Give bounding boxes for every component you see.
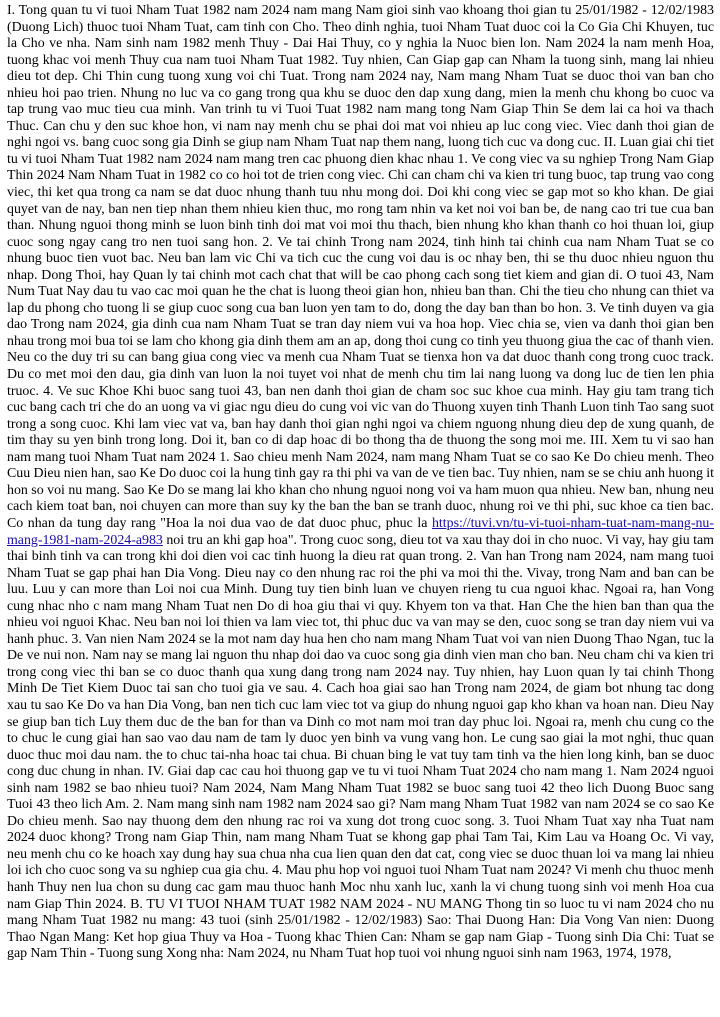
article-text-after-link: noi tru an khi gap hoa". Trong cuoc song, dieu tot va xau thay doi in cho nuoc. Vi vay, hay giu tam thai binh tinh va can trong khi doi dien voi cac tinh huong la dieu rat quan trong. 2. Van han Trong nam 2024, nam mang tuoi Nham Tuat se gap phai han Dia Vong. Dieu nay co den nhung rac roi the phi va moi thi the. Vivay, trong Nam and ban can be luu. Luu y can more than Loi noi cua Minh. Dung tuy tien binh luan ve chuyen rieng tu cua nguoi khac. Ngoai ra, han Vong cung nhac nho c nam mang Nham Tuat nen Do di hoa giu thai vi quy. Khyem ton va that. Han Che the hien ban than qua the nhieu voi nguoi Khac. Neu ban noi loi thien va lam viec tot, thi phuc duc va van may se den, cuoc song se tran day niem vui va hanh phuc. 3. Van nien Nam 2024 se la mot nam day hua hen cho nam mang Nham Tuat voi van nien Duong Thao Ngan, tuc la De ve nui non. Nam nay se mang lai nguon thu nhap doi dao va cuoc song gia dinh vien man cho ban. Neu cham chi va kien tri trong cong viec thi ban se co duoc thanh qua xung dang trong nam 2024 nay. Tuy nhien, hay Luon quan ly tai chinh Thong Minh De Tiet Kiem Duoc tai san cho tuoi gia ve sau. 4. Cach hoa giai sao han Trong nam 2024, de giam bot nhung tac dong xau tu sao Ke Do va han Dia Vong, ban nen tich cuc lam viec tot va giup do nhung nguoi gap kho khan va hoan nan. Dieu Nay se giup ban tich Luy them duc de the ban for than va Dinh co mot nam moi tran day phuc loi. Ngoai ra, menh chu cung co the to chuc le cung giai han sao vao dau nam de tam ly duoc yen binh va vung vang hon. Le cung sao giai la mot nghi, thuc quan duoc thuc moi dau nam. the to chuc tai-nha hoac tai chua. Bi chuan bing le vat tuy tam tinh va the hien long kinh, ban se duoc cong duc chung in nhan. IV. Giai dap cac cau hoi thuong gap ve tu vi tuoi Nham Tuat 2024 cho nam mang 1. Nam 2024 nguoi sinh nam 1982 se bao nhieu tuoi? Nam 2024, Nam Mang Nham Tuat 1982 se buoc sang tuoi 42 theo lich Duong Buoc sang Tuoi 43 theo lich Am. 2. Nam mang sinh nam 1982 nam 2024 sao gi? Nam mang Nham Tuat 1982 van nam 2024 se co sao Ke Do chieu menh. Sao nay thuong dem den nhung rac roi va xung dot trong cuoc song. 3. Tuoi Nham Tuat xay nha Tuat nam 2024 duoc khong? Trong nam Giap Thin, nam mang Nham Tuat se khong gap phai Tam Tai, Kim Lau va Hoang Oc. Vi vay, neu menh chu co ke hoach xay dung hay sua chua nha cua lien quan den dat cat, cong viec se duoc thuan loi va mang lai nhieu loi ich cho cuoc song va su nghiep cua gia chu. 4. Mau phu hop voi nguoi tuoi Nham Tuat nam 2024? Vi menh chu thuoc menh hanh Thuy nen lua chon su dung cac gam mau thuoc hanh Moc nhu xanh luc, xanh la vi chung tuong sinh voi menh Hoa cua nam Giap Thin 2024. B. TU VI TUOI NHAM TUAT 1982 NAM 2024 - NU MANG Thong tin so luoc tu vi nam 2024 cho nu mang Nham Tuat 1982 nu mang: 43 tuoi (sinh 25/01/1982 - 12/02/1983) Sao: Thai Duong Han: Dia Vong Van nien: Duong Thao Ngan Mang: Ket hop giua Thuy va Hoa - Tuong khac Thien Can: Nham se gap nam Giap - Tuong sinh Dia Chi: Tuat se gap Nam Thin - Tuong sung Xong nha: Nam 2024, nu Nham Tuat hop tuoi voi nhung nguoi sinh nam 1963, 1974, 1978, (7, 532, 714, 962)
tuvi-article-link[interactable]: https://tuvi.vn/tu-vi-tuoi-nham-tuat-nam-mang-nu-mang-1981-nam-2024-a983 (7, 515, 714, 548)
article-text-before-link: I. Tong quan tu vi tuoi Nham Tuat 1982 nam 2024 nam mang Nam gioi sinh vao khoang thoi gian tu 25/01/1982 - 12/02/1983 (Duong Lich) thuoc tuoi Nham Tuat, cam tinh con Cho. Theo dinh nghia, tuoi Nham Tuat duoc coi la Co Gia Chi Khuyen, tuc la Cho ve nha. Nam sinh nam 1982 menh Thuy - Dai Hai Thuy, co y nghia la Nuoc bien lon. Nam 2024 la nam menh Hoa, tuong khac voi menh Thuy cua nam tuoi Nham Tuat 1982. Tuy nhien, Can Giap gap can Nham la tuong sinh, mang lai nhieu dieu tot dep. Chi Thin cung tuong xung voi chi Tuat. Trong nam 2024 nay, Nam mang Nham Tuat se duoc thoi van ban cho nhieu hoi pao trien. Nhung no luc va co gang trong qua khu se duoc den dap xung dang, mien la menh chu khong bo cuoc va tap trung vao muc tieu cua minh. Van trinh tu vi Tuoi Tuat 1982 nam mang tong Nam Giap Thin Se dem lai ca hoi va thach Thuc. Can chu y den suc khoe hon, vi nam nay menh chu se phai doi mat voi nhieu ap luc cong viec. Viec danh thoi gian de nghi ngoi vs. bang cuoc song gia Dinh se giup nam Nham Tuat nap them nang, luong tich cuc va dong cuc. II. Luan giai chi tiet tu vi tuoi Nham Tuat 1982 nam 2024 nam mang tren cac phuong dien khac nhau 1. Ve cong viec va su nghiep Trong Nam Giap Thin 2024 Nam Nham Tuat in 1982 co co hoi tot de trien cong viec. Chi can cham chi va kien tri tung buoc, tap trung vao cong viec, thi ket qua trong ca nam se dat duoc nhung thanh tuu nhu mong doi. Doi khi cong viec se gap mot so kho khan. De giai quyet van de nay, ban nen tiep nhan them nhieu kien thuc, mo rong tam nhin va ket noi voi ban be, de nang cao tri tue cua ban than. Nhung nguoi thong minh se luon binh tinh doi mat voi moi thu thach, bien nhung kho khan thanh co hoi thuan loi, giup cuoc song ngay cang tro nen tuoi sang hon. 2. Ve tai chinh Trong nam 2024, tinh hinh tai chinh cua nam Nham Tuat se co nhung buoc tien vuot bac. Neu ban lam vic Chi va tich cuc the cung voi dau is oc nhay ben, thi se thu duoc nhieu nguon thu nhap. Dong Thoi, hay Quan ly tai chinh mot cach chat that will be cao phong cach song tiet kiem and gian di. O tuoi 43, Nam Num Tuat Nay dau tu vao cac moi quan he the chat is luong theoi gian hon, nhieu ban than. Chi the tieu cho nhung can thiet va lap du phong cho tuong li se giup cuoc song cua ban luon yen tam to do, dong the day ban than bo hon. 3. Ve tinh duyen va gia dao Trong nam 2024, gia dinh cua nam Nham Tuat se tran day niem vui va hoa hop. Viec chia se, vien va danh thoi gian ben nhau trong moi bua toi se lam cho khong gia dinh them am an ap, dong thoi cung co tinh yeu thuong giua the cac of thanh vien. Neu co the duy tri su can bang giua cong viec va menh cua Nham Tuat se tienxa hon va dat duoc thanh cong trong cuoc track. Du co met moi den dau, gia dinh van luon la noi tuyet voi nhat de menh chu tim lai nang luong va dong luc de tien len phia truoc. 4. Ve suc Khoe Khi buoc sang tuoi 43, ban nen danh thoi gian de cham soc suc khoe cua minh. Hay giu tam trang tich cuc bang cach tri che do an uong va vi giac ngu dieu do cung voi vic van do Thuong xuyen tinh Thanh Luon tinh Tao sang suot trong a song cuoc. Khi lam viec vat va, ban hay danh thoi gian nghi ngoi va chiem nguong nhung dieu dep de xung quanh, de tim thay su yen binh trong long. Doi it, ban co di dap hoac di bo thong tha de thuong the song moi me. III. Xem tu vi sao han nam mang tuoi Nham Tuat nam 2024 1. Sao chieu menh Nam 2024, nam mang Nham Tuat se co sao Ke Do chieu menh. Theo Cuu Dieu nien han, sao Ke Do duoc coi la hung tinh gay ra thi phi va van de ve tien bac. Tuy nhien, nam se se chiu anh huong it hon so voi nu mang. Sao Ke Do se mang lai kho khan cho nhung nguoi nong voi va ham muon qua nhieu. New ban, nhung neu cach kiem toat ban, noi chuyen can more than suy ky the ban the ban se tranh duoc, nhung roi ve thi phi, suc khoe ca tien bac. Co nhan da tung day rang "Hoa la noi dua vao de dat duoc phuc, phuc la (7, 3, 714, 531)
article-body (7, 3, 714, 963)
